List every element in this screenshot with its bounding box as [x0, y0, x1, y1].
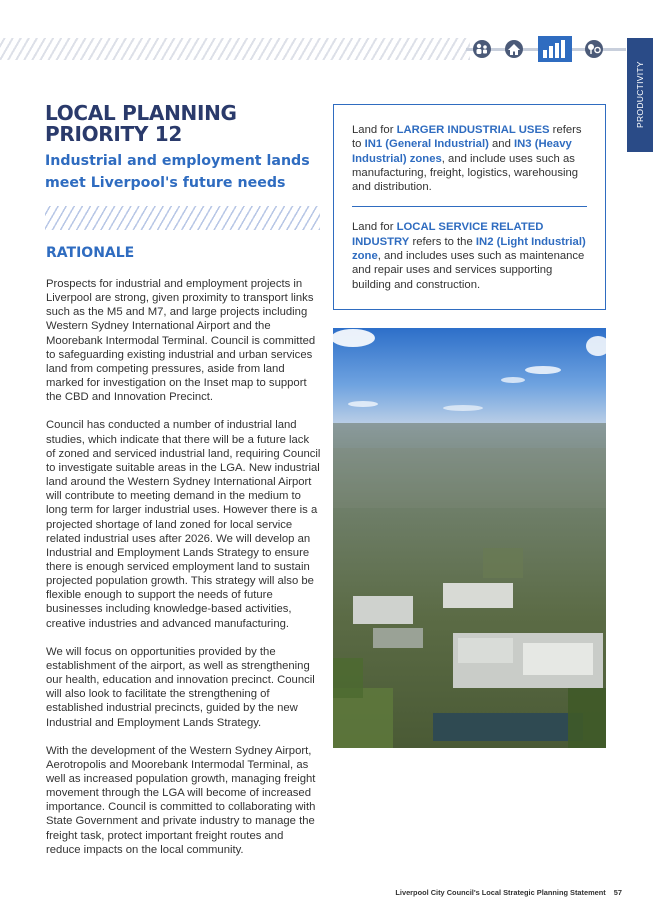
info-text: , and includes uses such as maintenance and repair uses and services supporting building and construction.	[352, 250, 585, 291]
page-footer	[360, 888, 622, 897]
house-icon	[505, 40, 523, 58]
people-icon	[473, 40, 491, 58]
section-tab-label: PRODUCTIVITY	[635, 61, 645, 129]
title-line-2: PRIORITY 12	[45, 122, 182, 146]
section-tab	[627, 38, 653, 152]
page-title	[45, 103, 305, 145]
rationale-heading: RATIONALE	[46, 245, 135, 261]
zoning-info-box	[333, 104, 606, 310]
header-pattern-band	[0, 38, 470, 60]
info-block-local-service	[352, 220, 587, 291]
info-highlight: IN1 (General Industrial)	[364, 138, 489, 151]
footer-title: Liverpool City Council's Local Strategic Planning Statement	[395, 888, 606, 897]
info-highlight: IN3 (Heavy Industrial) zones	[352, 138, 572, 165]
decorative-hatch-divider	[45, 206, 320, 230]
info-highlight: IN2 (Light Industrial) zone	[352, 235, 586, 263]
info-highlight: LOCAL SERVICE RELATED INDUSTRY	[352, 221, 544, 248]
rationale-paragraph: With the development of the Western Sydney Airport, Aerotropolis and Moorebank Intermodal Terminal, as well as increased population growth, managing freight movement through the LGA will become of increased importance. Council is committed to collaborating with State Government and private industry to manage the freight task, protect important freight routes and reduce impacts on the local community.	[46, 744, 316, 856]
info-highlight: LARGER INDUSTRIAL USES	[396, 124, 550, 136]
info-text: Land for	[352, 124, 397, 136]
info-text: refers to the	[409, 235, 476, 248]
rationale-paragraph: We will focus on opportunities provided by the establishment of the airport, as well as strengthening our health, education and innovation precinct. Council will also look to facilitate the strengthening of established industrial precincts, guided by the new Industrial and Employment Lands Strategy.	[46, 645, 315, 729]
header-icons	[466, 36, 626, 62]
rationale-paragraph: Prospects for industrial and employment projects in Liverpool are strong, given proximity to transport links such as the M5 and M7, and large projects including Western Sydney International Airport and the Moorebank Intermodal Terminal. Council is committed to safeguarding existing industrial and urban services land from competing pressures, aside from land marked for investigation on the Inset map to support the CBD and Innovation Precinct.	[46, 278, 316, 404]
page-number: 57	[613, 888, 622, 897]
tree-gear-icon	[585, 40, 603, 58]
info-text: , and include uses such as manufacturing, freight, logistics, warehousing and distribution.	[352, 152, 579, 194]
info-text: and	[488, 138, 514, 151]
info-divider	[352, 206, 587, 207]
title-line-1: LOCAL PLANNING	[45, 101, 237, 125]
rationale-body	[46, 277, 321, 871]
info-text: Land for	[352, 221, 397, 234]
aerial-industrial-photo	[333, 328, 606, 748]
bar-chart-icon	[538, 36, 572, 62]
rationale-paragraph: Council has conducted a number of industrial land studies, which indicate that there will be a future lack of zoned and serviced industrial land, requiring Council to investigate suitable areas in the LGA. New industrial land around the Western Sydney International Airport will contribute to meeting demand in the medium to long term for larger industrial uses. However there is a projected shortage of land zoned for local service related industrial uses after 2026. We will develop an Industrial and Employment Lands Strategy to ensure there is enough serviced employment land to sustain projected population growth. This strategy will also be flexible enough to support the needs of future businesses including knowledge-based activities, creative industries and advanced manufacturing.	[46, 419, 321, 630]
page-subtitle: Industrial and employment lands meet Liverpool's future needs	[45, 153, 310, 191]
info-text: refers to	[352, 124, 582, 151]
info-block-larger-industrial	[352, 123, 587, 194]
